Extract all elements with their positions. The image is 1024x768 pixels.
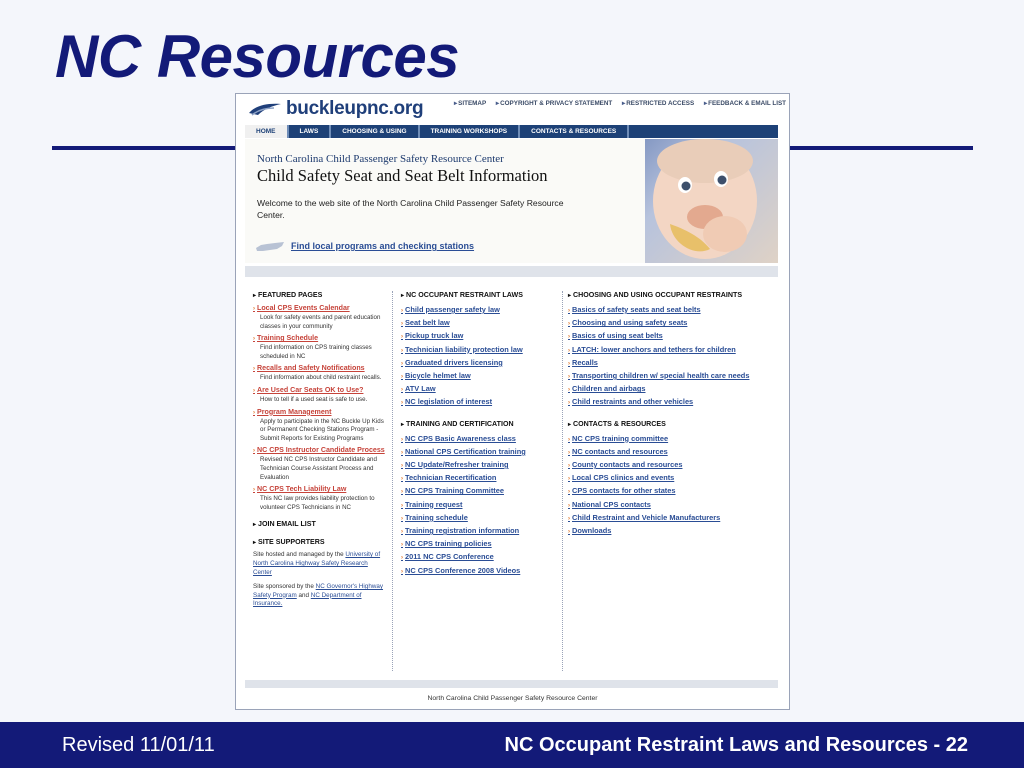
- nav-tab-laws[interactable]: LAWS: [289, 125, 332, 138]
- link-label: NC legislation of interest: [405, 397, 493, 407]
- link-label: Transporting children w/ special health care needs: [572, 371, 750, 381]
- website-screenshot: [235, 93, 790, 710]
- list-item-link[interactable]: [401, 446, 561, 459]
- bullet-icon: ›: [401, 334, 403, 341]
- bullet-icon: ›: [568, 308, 570, 314]
- training-link-list: [401, 433, 561, 578]
- featured-item: [253, 334, 388, 361]
- join-email-heading[interactable]: ▸ JOIN EMAIL LIST: [253, 520, 316, 529]
- list-item-link[interactable]: [568, 459, 780, 472]
- link-label: Child Restraint and Vehicle Manufacturers: [572, 512, 721, 522]
- link-label: CPS contacts for other states: [572, 486, 676, 496]
- column-divider: [392, 291, 393, 671]
- site-header: [236, 94, 789, 124]
- list-item-link[interactable]: [401, 565, 561, 578]
- bullet-icon: ›: [401, 387, 403, 394]
- site-footer-bar: [245, 680, 778, 688]
- link-label: LATCH: lower anchors and tethers for children: [572, 344, 736, 354]
- hosted-by-text: Site hosted and managed by the University of North Carolina Highway Safety Research Center: [253, 551, 381, 576]
- site-supporters-heading: ▸ SITE SUPPORTERS: [253, 538, 325, 547]
- link-label: Training request: [405, 499, 463, 509]
- featured-desc: How to tell if a used seat is safe to use.: [260, 395, 368, 403]
- contacts-heading: ▸ CONTACTS & RESOURCES: [568, 419, 666, 428]
- featured-heading: ▸ FEATURED PAGES: [253, 291, 323, 299]
- hero-headline: Child Safety Seat and Seat Belt Information: [257, 166, 548, 185]
- hosted-by-link[interactable]: University of North Carolina Highway Safety Research Center: [253, 551, 381, 576]
- bullet-icon: ›: [568, 515, 570, 522]
- link-label: Child passenger safety law: [405, 305, 500, 314]
- link-label: Basics of using seat belts: [572, 331, 663, 341]
- site-footer-text: North Carolina Child Passenger Safety Resource Center: [427, 695, 598, 702]
- featured-item: [253, 304, 388, 331]
- list-item-link[interactable]: [401, 330, 561, 343]
- featured-link-tech-liability[interactable]: › NC CPS Tech Liability Law: [253, 485, 347, 494]
- link-label: Local CPS clinics and events: [572, 473, 675, 483]
- link-label: NC CPS Training Committee: [405, 486, 504, 496]
- bullet-icon: ›: [568, 334, 570, 341]
- list-item-link[interactable]: [401, 538, 561, 551]
- featured-item: [253, 408, 388, 444]
- slide-footer-title: NC Occupant Restraint Laws and Resources - 22: [504, 734, 968, 756]
- link-label: Graduated drivers licensing: [405, 357, 503, 367]
- link-label: Training registration information: [405, 526, 520, 536]
- list-item-link[interactable]: [568, 499, 780, 512]
- featured-link-training-schedule[interactable]: › Training Schedule: [253, 334, 319, 343]
- slide-title: NC Resources: [55, 23, 460, 90]
- site-logo[interactable]: [248, 97, 423, 121]
- laws-training-column: [401, 291, 561, 578]
- bullet-icon: ›: [568, 436, 570, 443]
- nav-tab-choosing[interactable]: CHOOSING & USING: [331, 125, 419, 138]
- bullet-icon: ›: [568, 400, 570, 407]
- bullet-icon: ›: [568, 360, 570, 367]
- nc-state-map-icon: [255, 240, 285, 252]
- training-heading: ▸ TRAINING AND CERTIFICATION: [401, 419, 514, 428]
- choosing-link-list: [568, 304, 780, 410]
- link-label: NC contacts and resources: [572, 446, 668, 456]
- bullet-icon: ›: [568, 476, 570, 483]
- featured-desc: Apply to participate in the NC Buckle Up Kids or Permanent Checking Stations Program - Submit Reports for Existing Programs: [260, 417, 384, 442]
- link-label: Technician liability protection law: [405, 344, 523, 354]
- bullet-icon: ›: [568, 502, 570, 509]
- grey-separator-bar: [245, 266, 778, 277]
- list-item-link[interactable]: [401, 304, 561, 317]
- bullet-icon: ›: [401, 449, 403, 456]
- link-label: NC CPS Basic Awareness class: [405, 433, 516, 443]
- bullet-icon: ›: [401, 308, 403, 314]
- link-label: Pickup truck law: [405, 331, 464, 341]
- featured-desc: Find information about child restraint recalls.: [260, 374, 382, 382]
- link-label: Bicycle helmet law: [405, 371, 471, 381]
- bullet-icon: ›: [568, 489, 570, 496]
- bullet-icon: ›: [401, 463, 403, 470]
- list-item-link[interactable]: [568, 433, 780, 446]
- featured-link-events-calendar[interactable]: › Local CPS Events Calendar: [253, 304, 350, 312]
- list-item-link[interactable]: [401, 383, 561, 396]
- list-item-link[interactable]: [568, 383, 780, 396]
- list-item-link[interactable]: [568, 357, 780, 370]
- list-item-link[interactable]: [401, 357, 561, 370]
- list-item-link[interactable]: [568, 304, 780, 317]
- link-label: ATV Law: [405, 384, 436, 394]
- laws-link-list: [401, 304, 561, 410]
- sponsor-link-doi[interactable]: NC Department of Insurance.: [253, 591, 362, 608]
- bullet-icon: ›: [568, 449, 570, 456]
- featured-pages-column: [253, 291, 388, 609]
- choosing-heading: ▸ CHOOSING AND USING OCCUPANT RESTRAINTS: [568, 291, 743, 299]
- list-item-link[interactable]: [568, 370, 780, 383]
- hero-org-name: North Carolina Child Passenger Safety Resource Center: [257, 153, 504, 165]
- list-item-link[interactable]: [568, 485, 780, 498]
- link-label: Children and airbags: [572, 384, 646, 394]
- featured-item: [253, 386, 388, 405]
- bullet-icon: ›: [401, 502, 403, 509]
- bullet-icon: ›: [568, 463, 570, 470]
- bullet-icon: ›: [401, 529, 403, 536]
- sponsored-by-text: Site sponsored by the NC Governor's Highway Safety Program and NC Department of Insurance.: [253, 583, 384, 608]
- link-label: NC Update/Refresher training: [405, 460, 509, 470]
- logo-swoosh-icon: [248, 101, 282, 117]
- bullet-icon: ›: [401, 436, 403, 443]
- featured-desc: Look for safety events and parent education classes in your community: [260, 314, 381, 330]
- bullet-icon: ›: [568, 387, 570, 394]
- link-label: County contacts and resources: [572, 460, 683, 470]
- list-item-link[interactable]: [568, 396, 780, 409]
- featured-link-instructor-candidate[interactable]: › NC CPS Instructor Candidate Process: [253, 446, 385, 455]
- list-item-link[interactable]: [568, 512, 780, 525]
- bullet-icon: ›: [568, 347, 570, 354]
- list-item-link[interactable]: [401, 499, 561, 512]
- link-label: Choosing and using safety seats: [572, 318, 688, 328]
- bullet-icon: ›: [401, 476, 403, 483]
- find-programs-link[interactable]: Find local programs and checking stations: [291, 241, 475, 251]
- link-label: Training schedule: [405, 512, 468, 522]
- hero-welcome-text: Welcome to the web site of the North Carolina Child Passenger Safety Resource Center.: [257, 198, 564, 220]
- nav-tab-home[interactable]: HOME: [245, 125, 289, 138]
- featured-item: [253, 446, 388, 482]
- list-item-link[interactable]: [401, 525, 561, 538]
- list-item-link[interactable]: [401, 459, 561, 472]
- featured-item: [253, 364, 388, 383]
- link-label: Basics of safety seats and seat belts: [572, 305, 701, 314]
- list-item-link[interactable]: [401, 512, 561, 525]
- bullet-icon: ›: [568, 529, 570, 536]
- list-item-link[interactable]: [401, 551, 561, 564]
- util-link-restricted[interactable]: ▸RESTRICTED ACCESS: [622, 100, 695, 107]
- bullet-icon: ›: [401, 555, 403, 562]
- link-label: 2011 NC CPS Conference: [405, 552, 494, 562]
- link-label: Child restraints and other vehicles: [572, 397, 694, 407]
- hero-banner: [245, 139, 778, 263]
- list-item-link[interactable]: [401, 396, 561, 409]
- bullet-icon: ›: [401, 374, 403, 381]
- laws-heading: ▸ NC OCCUPANT RESTRAINT LAWS: [401, 291, 523, 299]
- util-link-feedback[interactable]: ▸FEEDBACK & EMAIL LIST: [703, 100, 787, 107]
- link-label: National CPS Certification training: [405, 446, 526, 456]
- bullet-icon: ›: [401, 347, 403, 354]
- list-item-link[interactable]: [568, 446, 780, 459]
- featured-desc: This NC law provides liability protection to volunteer CPS Technicians in NC: [260, 495, 375, 511]
- util-link-copyright[interactable]: ▸COPYRIGHT & PRIVACY STATEMENT: [495, 100, 613, 107]
- slide-footer: [0, 722, 1024, 768]
- logo-text: buckleupnc.org: [286, 98, 424, 119]
- link-label: Downloads: [572, 526, 612, 536]
- find-programs: [255, 240, 474, 252]
- bullet-icon: ›: [568, 374, 570, 381]
- list-item-link[interactable]: [568, 344, 780, 357]
- link-label: Technician Recertification: [405, 473, 497, 483]
- list-item-link[interactable]: [401, 485, 561, 498]
- link-label: NC CPS training policies: [405, 539, 492, 549]
- nav-tab-contacts[interactable]: CONTACTS & RESOURCES: [520, 125, 629, 138]
- list-item-link[interactable]: [401, 370, 561, 383]
- bullet-icon: ›: [401, 542, 403, 549]
- featured-link-program-management[interactable]: › Program Management: [253, 407, 332, 416]
- list-item-link[interactable]: [568, 330, 780, 343]
- featured-desc: Revised NC CPS Instructor Candidate and Technician Course Assistant Process and Evaluation: [260, 456, 377, 481]
- choosing-contacts-column: [568, 291, 780, 538]
- list-item-link[interactable]: [401, 472, 561, 485]
- link-label: National CPS contacts: [572, 499, 651, 509]
- revised-date: Revised 11/01/11: [62, 734, 215, 756]
- util-link-sitemap[interactable]: ▸SITEMAP: [454, 100, 487, 107]
- list-item-link[interactable]: [568, 472, 780, 485]
- list-item-link[interactable]: [401, 433, 561, 446]
- link-label: Seat belt law: [405, 318, 450, 328]
- featured-link-used-car-seats[interactable]: › Are Used Car Seats OK to Use?: [253, 385, 364, 394]
- bullet-icon: ›: [401, 515, 403, 522]
- featured-item: [253, 485, 388, 512]
- site-navbar: [245, 125, 778, 138]
- link-label: NC CPS training committee: [572, 433, 669, 443]
- bullet-icon: ›: [401, 489, 403, 496]
- nav-tab-training[interactable]: TRAINING WORKSHOPS: [420, 125, 521, 138]
- featured-desc: Find information on CPS training classes scheduled in NC: [260, 344, 372, 360]
- list-item-link[interactable]: [568, 525, 780, 538]
- featured-link-recalls[interactable]: › Recalls and Safety Notifications: [253, 364, 365, 373]
- list-item-link[interactable]: [568, 317, 780, 330]
- bullet-icon: ›: [401, 360, 403, 367]
- bullet-icon: ›: [568, 321, 570, 328]
- utility-links: [454, 100, 790, 107]
- bullet-icon: ›: [401, 400, 403, 407]
- contacts-link-list: [568, 433, 780, 539]
- list-item-link[interactable]: [401, 344, 561, 357]
- list-item-link[interactable]: [401, 317, 561, 330]
- bullet-icon: ›: [401, 321, 403, 328]
- link-label: Recalls: [572, 357, 598, 367]
- column-divider: [562, 291, 563, 671]
- sponsor-link-ghsp[interactable]: NC Governor's Highway Safety Program: [253, 583, 384, 599]
- hero-text-panel: [245, 139, 645, 263]
- link-label: NC CPS Conference 2008 Videos: [405, 565, 521, 575]
- bullet-icon: ›: [401, 568, 403, 575]
